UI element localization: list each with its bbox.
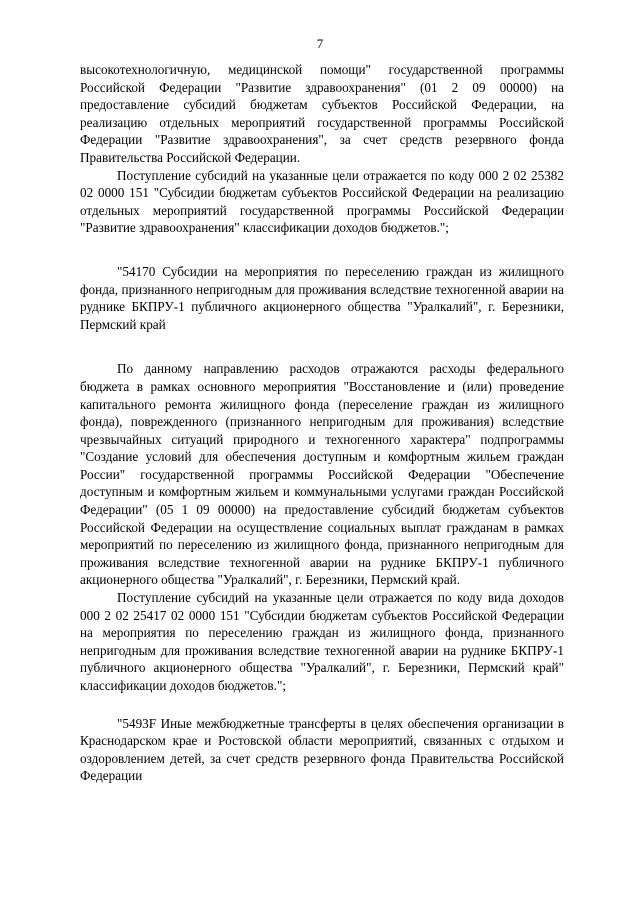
spacer xyxy=(80,695,564,715)
page-number: 7 xyxy=(316,36,324,51)
expense-heading-54170: "54170 Субсидии на мероприятия по переселению граждан из жилищного фонда, признанного непригодным для проживания вследствие техногенной аварии на руднике БКПРУ-1 публичного акционерного общества "Уралкалий", г. Березники, Пермский край xyxy=(80,263,564,332)
expense-heading-5493f: "5493F Иные межбюджетные трансферты в целях обеспечения организации в Краснодарском крае и Ростовской области мероприятий, связанных с отдыхом и оздоровлением детей, за счет средств резервного фонда Правительства Российской Федерации xyxy=(80,715,564,784)
spacer xyxy=(80,237,564,263)
paragraph-expense-description: По данному направлению расходов отражаются расходы федерального бюджета в рамках основного мероприятия "Восстановление и (или) проведение капитального ремонта жилищного фонда (переселение граждан из жилищного фонда), поврежденного (признанного непригодным для проживания) вследствие чрезвычайных ситуаций природного и техногенного характера" подпрограммы "Создание условий для обеспечения доступным и комфортным жильем граждан России" государственной программы Российской Федерации "Обеспечение доступным и комфортным жильем и коммунальными услугами граждан Российской Федерации" (05 1 09 00000) на предоставление субсидий бюджетам субъектов Российской Федерации на осуществление социальных выплат гражданам в рамках мероприятий по переселению из жилищного фонда, признанного непригодным для проживания вследствие техногенной аварии на руднике БКПРУ-1 публичного акционерного общества "Уралкалий", г. Березники, Пермский край. xyxy=(80,361,564,588)
paragraph-income-code-25417: Поступление субсидий на указанные цели отражается по коду вида доходов 000 2 02 25417 02 0000 151 "Субсидии бюджетам субъектов Российской Федерации на мероприятия по переселению граждан из жилищного фонда, признанного непригодным для проживания вследствие техногенной аварии на руднике БКПРУ-1 публичного акционерного общества "Уралкалий", г. Березники, Пермский край" классификации доходов бюджетов."; xyxy=(80,590,564,693)
paragraph-continuation: высокотехнологичную, медицинской помощи" государственной программы Российской Федерации "Развитие здравоохранения" (01 2 09 00000) на предоставление субсидий бюджетам субъектов Российской Федерации, на реализацию отдельных мероприятий государственной программы Российской Федерации "Развитие здравоохранения", за счет средств резервного фонда Правительства Российской Федерации. xyxy=(80,62,564,165)
spacer xyxy=(80,333,564,360)
paragraph-income-code-25382: Поступление субсидий на указанные цели отражается по коду 000 2 02 25382 02 0000 151 "Субсидии бюджетам субъектов Российской Федерации на реализацию отдельных мероприятий государственной программы Российской Федерации "Развитие здравоохранения" классификации доходов бюджетов."; xyxy=(80,167,564,236)
document-body xyxy=(80,61,564,785)
